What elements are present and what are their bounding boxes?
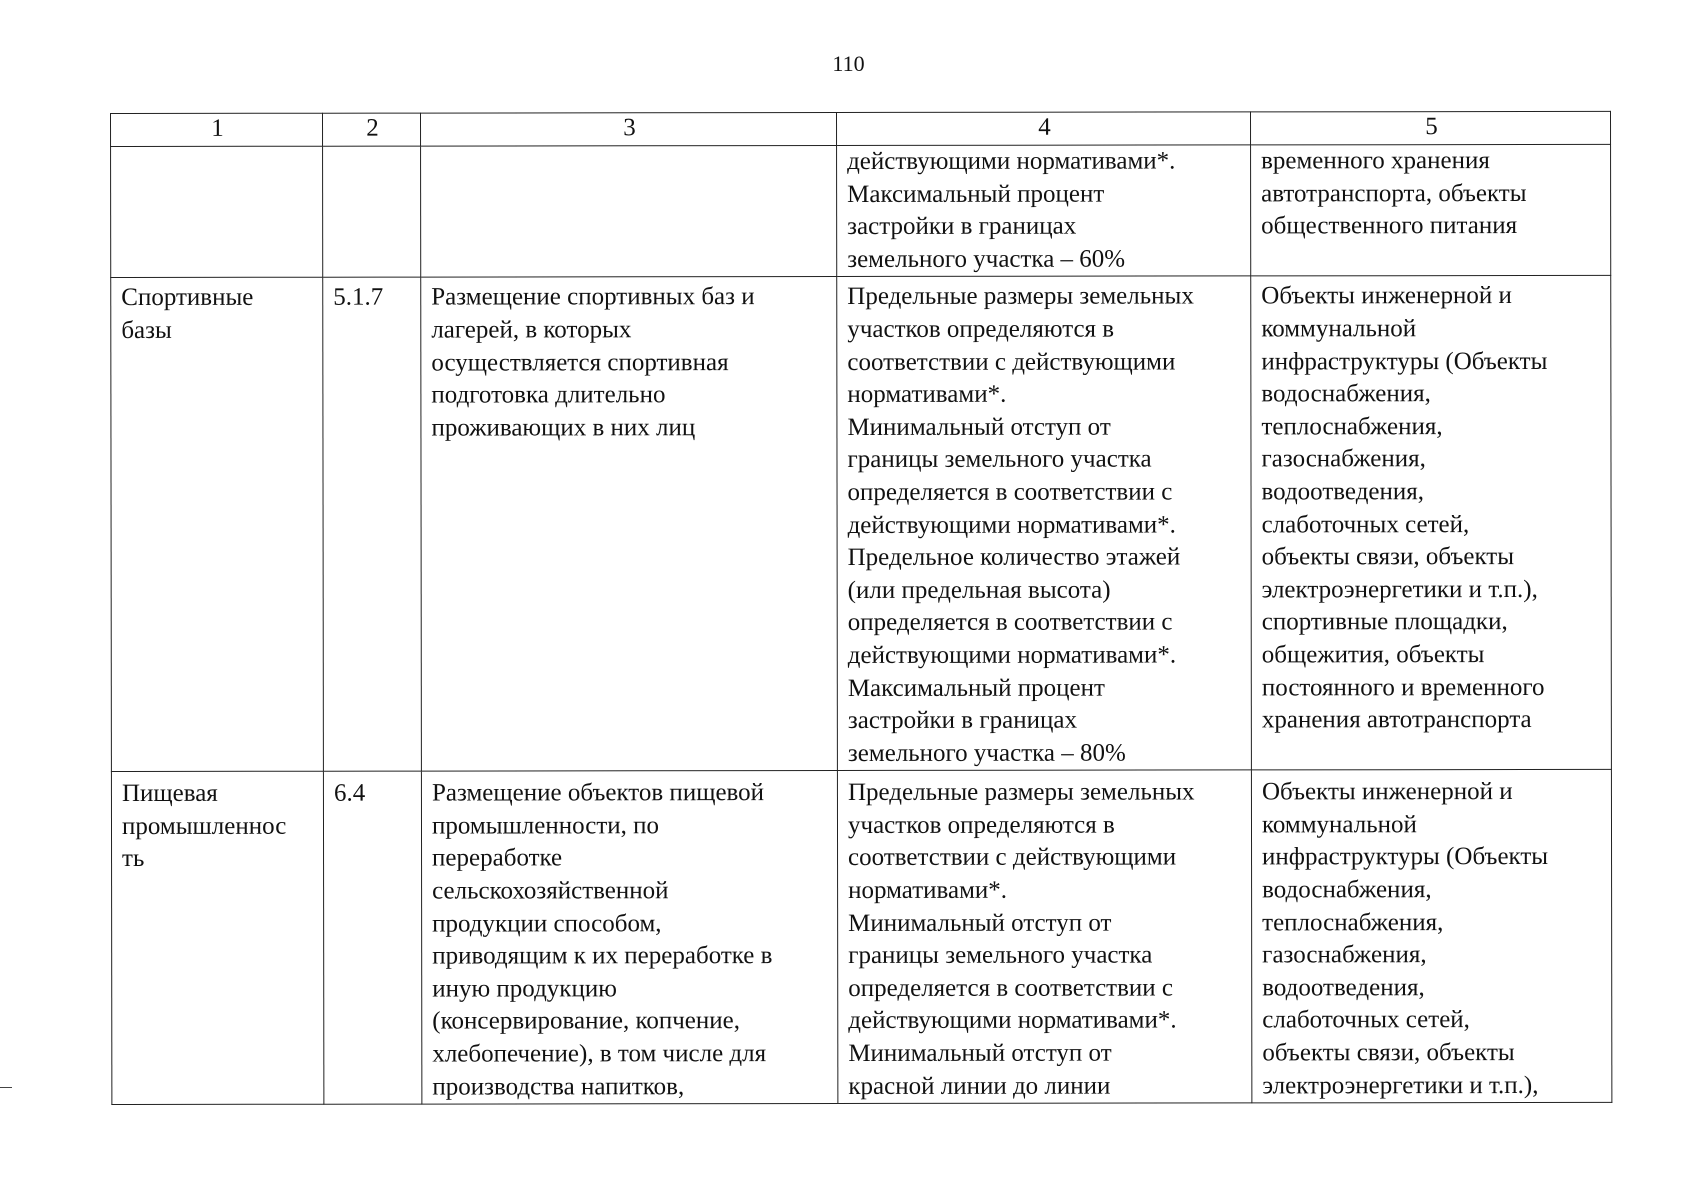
cell-use-description: Размещение спортивных баз и лагерей, в которых осуществляется спортивная подготовка длительно проживающих в них лиц xyxy=(421,277,838,771)
table-row xyxy=(111,770,1611,1105)
column-header-4: 4 xyxy=(837,112,1251,146)
cell-use-description xyxy=(421,145,837,277)
cell-auxiliary-uses: Объекты инженерной и коммунальной инфраструктуры (Объекты водоснабжения, теплоснабжения, газоснабжения, водоотведения, слаботочных сетей, объекты связи, объекты электроэнергетики и т.п.), xyxy=(1251,770,1611,1103)
table-header-row xyxy=(111,111,1611,146)
column-header-3: 3 xyxy=(421,112,837,146)
table-row xyxy=(111,144,1611,277)
cell-auxiliary-uses: временного хранения автотранспорта, объекты общественного питания xyxy=(1251,144,1611,276)
cell-parameters: Предельные размеры земельных участков определяются в соответствии с действующими нормативами*. Минимальный отступ от границы земельного участка определяется в соответствии с действующими нормативами*. Предельное количество этажей (или предельная высота) определяется в соответствии с действующими нормативами*. Максимальный процент застройки в границах земельного участка – 80% xyxy=(837,276,1252,770)
cell-parameters: Предельные размеры земельных участков определяются в соответствии с действующими нормативами*. Минимальный отступ от границы земельного участка определяется в соответствии с действующими нормативами*. Минимальный отступ от красной линии до линии xyxy=(837,770,1251,1104)
column-header-5: 5 xyxy=(1250,111,1610,145)
page-number: 110 xyxy=(832,51,865,76)
scan-edge-mark xyxy=(0,1087,12,1088)
cell-use-code xyxy=(323,146,421,278)
table-row xyxy=(111,276,1612,772)
zoning-regulations-table xyxy=(110,111,1612,1105)
cell-parameters: действующими нормативами*. Максимальный процент застройки в границах земельного участка – 60% xyxy=(837,145,1251,277)
cell-use-name: Спортивные базы xyxy=(111,278,324,772)
column-header-1: 1 xyxy=(111,113,323,146)
column-header-2: 2 xyxy=(323,113,421,146)
cell-use-name xyxy=(111,146,323,278)
cell-use-code: 5.1.7 xyxy=(323,277,422,771)
cell-use-description: Размещение объектов пищевой промышленности, по переработке сельскохозяйственной продукции способом, приводящим к их переработке в иную продукцию (консервирование, копчение, хлебопечение), в том числе для производства напитков, xyxy=(421,771,837,1105)
cell-auxiliary-uses: Объекты инженерной и коммунальной инфраструктуры (Объекты водоснабжения, теплоснабжения, газоснабжения, водоотведения, слаботочных сетей, объекты связи, объекты электроэнергетики и т.п.), спортивные площадки, общежития, объекты постоянного и временного хранения автотранспорта xyxy=(1251,276,1612,770)
cell-use-code: 6.4 xyxy=(323,771,421,1104)
cell-use-name: Пищевая промышленнос ть xyxy=(111,771,323,1104)
